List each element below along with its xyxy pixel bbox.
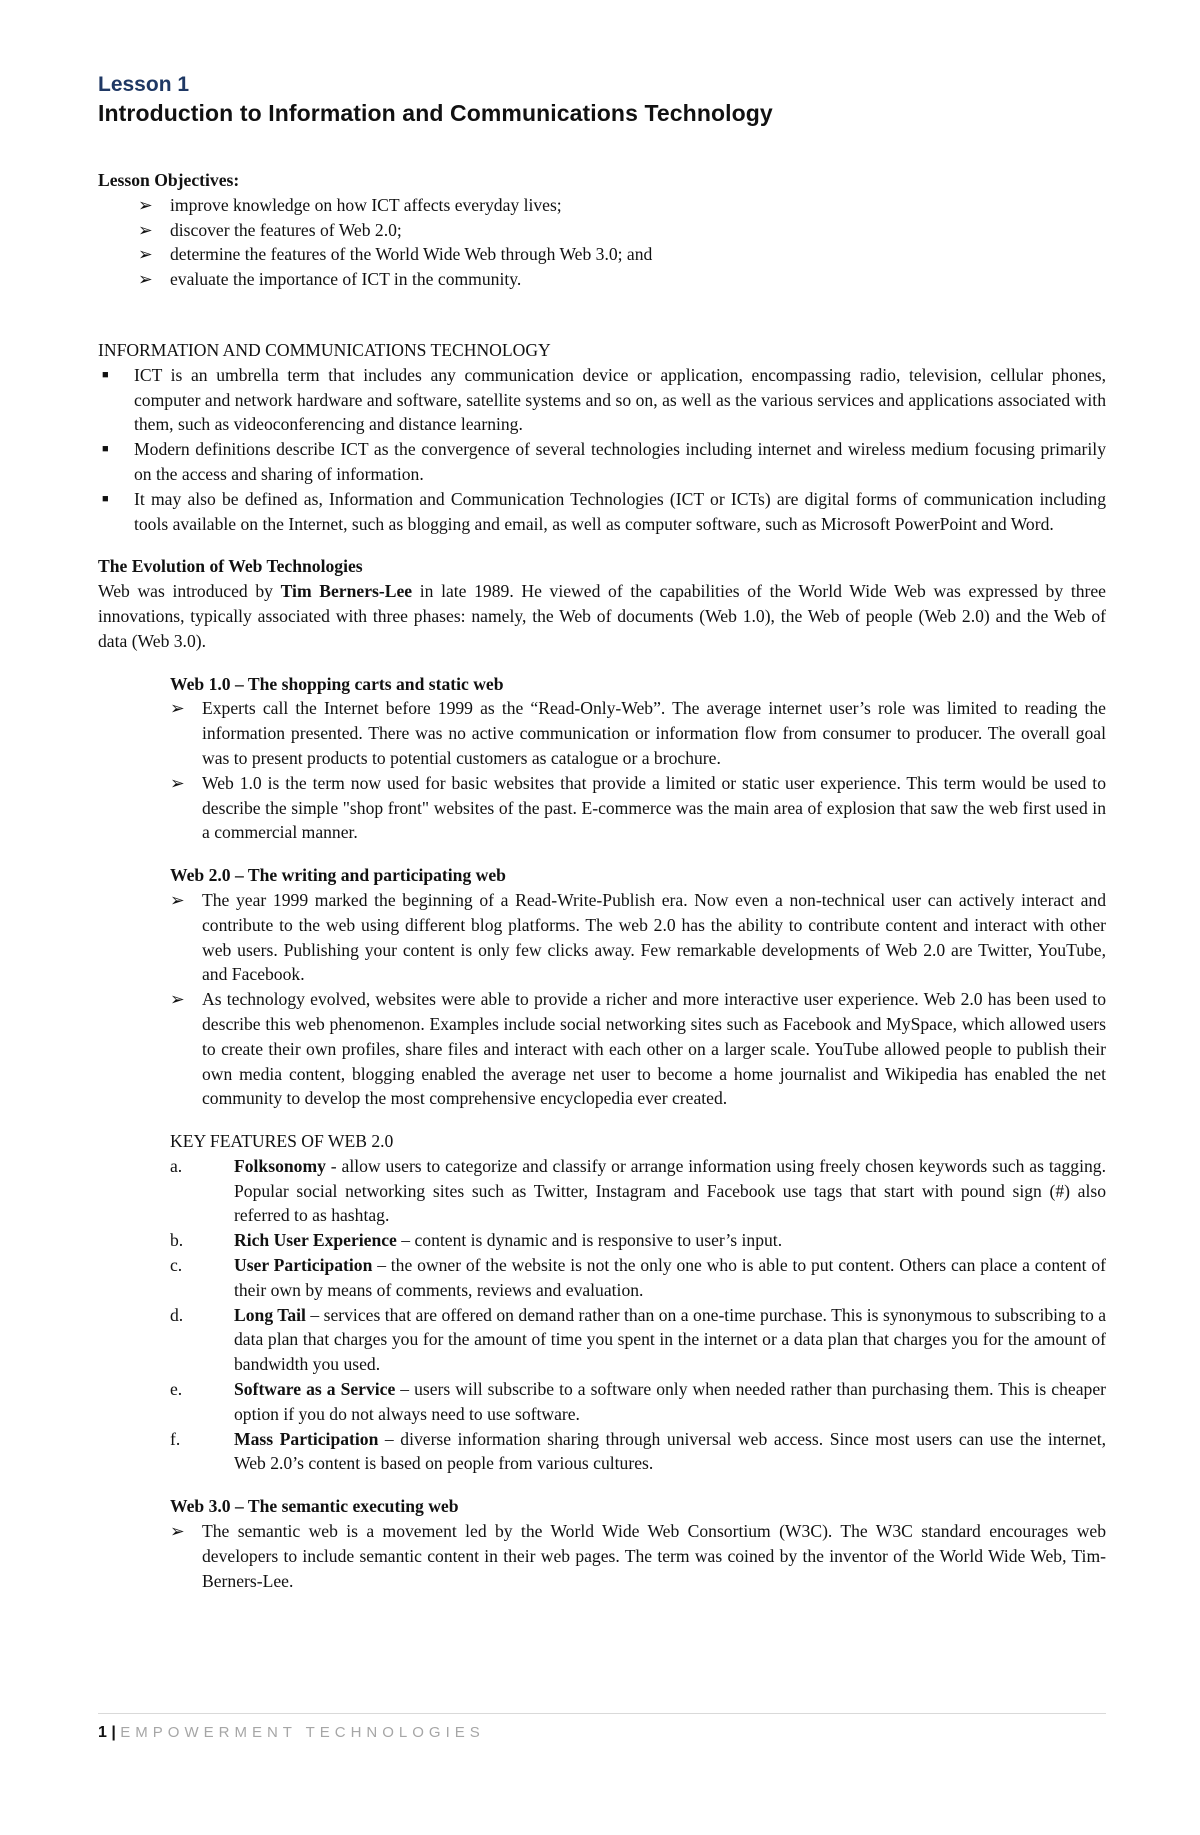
ict-heading: INFORMATION AND COMMUNICATIONS TECHNOLOGY [98,339,551,360]
arrow-bullet-icon: ➢ [138,219,153,240]
list-item: ➢ The year 1999 marked the beginning of a Read-Write-Publish era. Now even a non-technical user can actively interact and contribute to the web using different blog platforms. The web 2.0 has the ability to contribute content and interact with other web users. Publishing your content is only few clicks away. Few remarkable developments of Web 2.0 are Twitter, YouTube, and Facebook. [170,889,1106,985]
arrow-bullet-icon: ➢ [170,989,185,1010]
web1-section [170,672,1106,846]
list-item: ➢ improve knowledge on how ICT affects everyday lives; [138,193,1106,218]
footer-separator: | [111,1724,116,1741]
list-item: f. Mass Participation – diverse information sharing through universal web access. Since most users can use the internet, Web 2.0’s content is based on people from various cultures. [170,1428,1107,1474]
page-footer [98,1724,485,1742]
list-item: d. Long Tail – services that are offered on demand rather than on a one-time purchase. This is synonymous to subscribing to a data plan that charges you for the amount of time you spent in the internet or a data plan that charges you for the amount of bandwidth you used. [170,1304,1106,1375]
list-item: ➢ As technology evolved, websites were able to provide a richer and more interactive user experience. Web 2.0 has been used to describe this web phenomenon. Examples include social networking sites such as Facebook and MySpace, which allowed users to create their own profiles, share files and interact with each other on a larger scale. YouTube allowed people to publish their own media content, blogging enabled the average net user to become a home journalist and Wikipedia has enabled the net community to develop the most comprehensive encyclopedia ever created. [170,989,1106,1109]
web3-heading: Web 3.0 – The semantic executing web [170,1496,459,1517]
list-item: ➢ determine the features of the World Wide Web through Web 3.0; and [138,242,1106,267]
square-bullet-icon: ■ [102,368,109,381]
square-bullet-icon: ■ [102,443,109,456]
web2-list [170,888,1106,1111]
web3-section [170,1494,1106,1593]
objectives-heading: Lesson Objectives: [98,170,240,190]
list-item: ■ It may also be defined as, Information and Communication Technologies (ICT or ICTs) are digital forms of communication including tools available on the Internet, such as blogging and email, as well as computer software, such as Microsoft PowerPoint and Word. [102,488,1106,534]
list-item: ■ Modern definitions describe ICT as the convergence of several technologies including internet and wireless medium focusing primarily on the access and sharing of information. [102,439,1106,484]
page-number: 1 [98,1724,107,1741]
features-section [170,1129,1106,1476]
arrow-bullet-icon: ➢ [138,194,153,215]
list-item: ➢ The semantic web is a movement led by the World Wide Web Consortium (W3C). The W3C standard encourages web developers to include semantic content in their web pages. The term was coined by the inventor of the World Wide Web, Tim-Berners-Lee. [170,1521,1106,1591]
page-title: Introduction to Information and Communications Technology [98,100,773,126]
list-item: e. Software as a Service – users will subscribe to a software only when needed rather than purchasing them. This is cheaper option if you do not always need to use software. [170,1379,1106,1424]
objectives-list [138,193,1106,292]
web2-section [170,863,1106,1111]
list-item: c. User Participation – the owner of the website is not the only one who is able to put content. Others can place a content of their own by means of comments, reviews and evaluation. [170,1255,1106,1300]
arrow-bullet-icon: ➢ [138,244,153,265]
web3-list [170,1519,1106,1593]
arrow-bullet-icon: ➢ [138,269,153,290]
list-item: ➢ discover the features of Web 2.0; [138,218,1106,243]
arrow-bullet-icon: ➢ [170,889,185,910]
evolution-paragraph: Web was introduced by Tim Berners-Lee in late 1989. He viewed of the capabilities of the World Wide Web was expressed by three innovations, typically associated with three phases: namely, the Web of documents (Web 1.0), the Web of people (Web 2.0) and the Web of data (Web 3.0). [98,581,1106,651]
arrow-bullet-icon: ➢ [170,1521,185,1542]
lesson-label: Lesson 1 [98,73,190,96]
list-item: ➢ evaluate the importance of ICT in the community. [138,267,1106,292]
document-body [98,168,1106,1593]
arrow-bullet-icon: ➢ [170,698,185,719]
features-heading: KEY FEATURES OF WEB 2.0 [170,1131,394,1152]
footer-subject: EMPOWERMENT TECHNOLOGIES [120,1724,485,1741]
square-bullet-icon: ■ [102,492,109,505]
list-item: ➢ Experts call the Internet before 1999 as the “Read-Only-Web”. The average internet user’s role was limited to reading the information presented. There was no active communication or information flow from consumer to producer. The overall goal was to present products to potential customers as catalogue or a brochure. [170,698,1106,768]
footer-divider [98,1713,1106,1714]
list-item: ➢ Web 1.0 is the term now used for basic websites that provide a limited or static user experience. This term would be used to describe the simple "shop front" websites of the past. E-commerce was the main area of explosion that saw the web first used in a commercial manner. [170,772,1106,843]
list-item: b. Rich User Experience – content is dynamic and is responsive to user’s input. [170,1230,783,1251]
web1-list [170,696,1106,845]
evolution-heading: The Evolution of Web Technologies [98,556,363,577]
list-item: a. Folksonomy - allow users to categorize and classify or arrange information using freely chosen keywords such as tagging. Popular social networking sites such as Twitter, Instagram and Facebook use tags that start with pound sign (#) also referred to as hashtag. [170,1155,1106,1226]
arrow-bullet-icon: ➢ [170,772,185,793]
web1-heading: Web 1.0 – The shopping carts and static web [170,673,504,694]
ict-list [98,363,1106,537]
list-item: ■ ICT is an umbrella term that includes any communication device or application, encompassing radio, television, cellular phones, computer and network hardware and software, satellite systems and so on, as well as the various services and applications associated with them, such as videoconferencing and distance learning. [102,364,1106,435]
features-list [162,1154,1106,1476]
web2-heading: Web 2.0 – The writing and participating web [170,865,506,886]
